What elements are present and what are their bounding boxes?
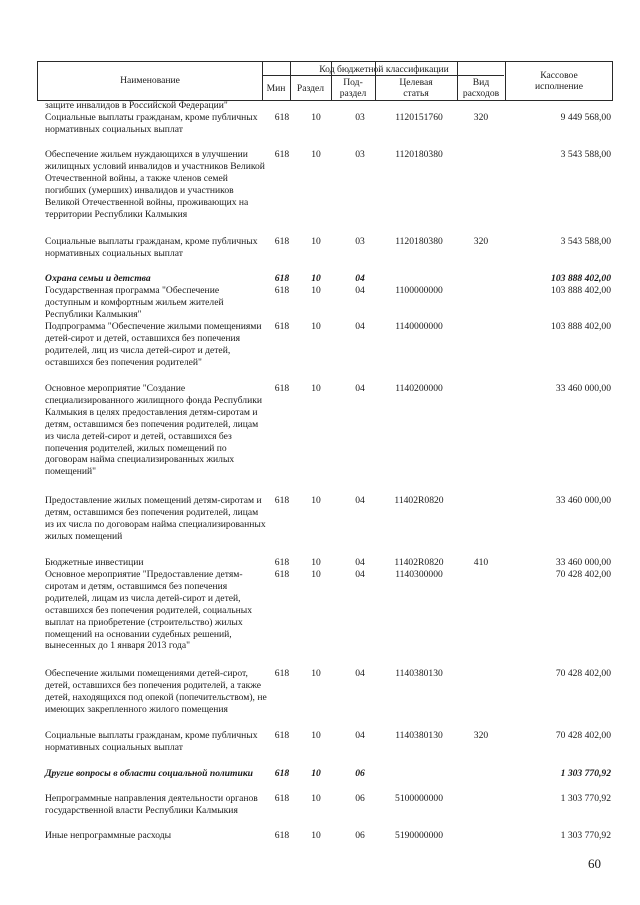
row-name: Основное мероприятие "Предоставление детям-сиротам и детям, оставшимся без попечения родителей, лицам из числа детей-сирот и детей, оставшихся без попечения родителей, социальных выплат на приобретение (строительство) жилых помещений на основании судебных решений, вынесенных до 1 января 2013 года" — [45, 569, 253, 652]
row-sum: 9 449 568,00 — [560, 112, 611, 123]
table-header — [37, 61, 613, 101]
row-celevaya: 1120151760 — [395, 112, 443, 123]
col-header-podrazdel: Под- раздел — [339, 77, 367, 99]
row-celevaya: 1120180380 — [395, 236, 443, 247]
row-name: Другие вопросы в области социальной политики — [45, 768, 254, 779]
row-vid: 320 — [473, 236, 489, 247]
row-celevaya: 1100000000 — [395, 285, 443, 296]
row-sum: 33 460 000,00 — [555, 495, 611, 506]
row-celevaya: 1140000000 — [395, 321, 443, 332]
row-razdel: 10 — [311, 668, 321, 679]
row-sum: 33 460 000,00 — [555, 383, 611, 394]
row-name: Бюджетные инвестиции — [45, 557, 144, 568]
row-sum: 3 543 588,00 — [560, 236, 611, 247]
row-podrazdel: 04 — [355, 321, 365, 332]
row-name: Социальные выплаты гражданам, кроме публичных нормативных социальных выплат — [45, 236, 258, 259]
row-podrazdel: 04 — [355, 730, 365, 741]
row-razdel: 10 — [311, 321, 321, 332]
row-min: 618 — [274, 273, 290, 284]
row-podrazdel: 06 — [355, 830, 365, 841]
row-podrazdel: 04 — [355, 668, 365, 679]
row-podrazdel: 04 — [355, 273, 365, 284]
row-min: 618 — [274, 557, 290, 568]
row-name: Предоставление жилых помещений детям-сиротам и детям, оставшимся без попечения родителей, лицам из их числа по договорам найма специализированных жилых помещений — [45, 495, 266, 542]
row-sum: 1 303 770,92 — [560, 793, 611, 804]
row-vid: 320 — [473, 112, 489, 123]
row-name: Иные непрограммные расходы — [45, 830, 172, 841]
row-podrazdel: 03 — [355, 149, 365, 160]
col-header-name: Наименование — [120, 75, 180, 86]
row-sum: 103 888 402,00 — [551, 273, 611, 284]
page-number: 60 — [588, 856, 601, 871]
row-sum: 1 303 770,92 — [560, 768, 611, 779]
row-min: 618 — [274, 321, 290, 332]
row-celevaya: 11402R0820 — [394, 557, 444, 568]
row-razdel: 10 — [311, 557, 321, 568]
row-razdel: 10 — [311, 569, 321, 580]
row-razdel: 10 — [311, 285, 321, 296]
row-min: 618 — [274, 793, 290, 804]
row-name: Непрограммные направления деятельности органов государственной власти Республики Калмыкия — [45, 793, 258, 816]
col-header-vid: Вид расходов — [462, 77, 500, 99]
row-name: Обеспечение жилыми помещениями детей-сирот, детей, оставшихся без попечения родителей, а также детей, находящихся под опекой (попечительством), не имеющих закрепленного жилого помещения — [45, 668, 267, 715]
row-name: Подпрограмма "Обеспечение жилыми помещениями детей-сирот и детей, оставшихся без попечения родителей, лиц из числа детей-сирот и детей, оставшихся без попечения родителей" — [45, 321, 262, 368]
row-razdel: 10 — [311, 112, 321, 123]
row-podrazdel: 06 — [355, 793, 365, 804]
row-sum: 70 428 402,00 — [555, 668, 611, 679]
row-sum: 70 428 402,00 — [555, 569, 611, 580]
row-min: 618 — [274, 830, 290, 841]
col-header-min: Мин — [266, 83, 286, 94]
row-razdel: 10 — [311, 793, 321, 804]
row-celevaya: 1140300000 — [395, 569, 443, 580]
row-name: Охрана семьи и детства — [45, 273, 151, 284]
row-razdel: 10 — [311, 830, 321, 841]
row-name: Социальные выплаты гражданам, кроме публичных нормативных социальных выплат — [45, 112, 258, 135]
row-vid: 410 — [473, 557, 489, 568]
row-celevaya: 5100000000 — [395, 793, 443, 804]
row-podrazdel: 04 — [355, 383, 365, 394]
row-celevaya: 1120180380 — [395, 149, 443, 160]
row-min: 618 — [274, 730, 290, 741]
row-celevaya: 1140380130 — [395, 730, 443, 741]
row-min: 618 — [274, 668, 290, 679]
row-podrazdel: 04 — [355, 495, 365, 506]
row-min: 618 — [274, 236, 290, 247]
row-razdel: 10 — [311, 273, 321, 284]
row-min: 618 — [274, 383, 290, 394]
row-podrazdel: 06 — [355, 768, 365, 779]
row-celevaya: 1140200000 — [395, 383, 443, 394]
row-razdel: 10 — [311, 383, 321, 394]
row-min: 618 — [274, 495, 290, 506]
row-celevaya: 1140380130 — [395, 668, 443, 679]
row-min: 618 — [274, 768, 290, 779]
col-header-kbk: Код бюджетной классификации — [319, 64, 449, 75]
row-min: 618 — [274, 285, 290, 296]
row-name: Основное мероприятие "Создание специализированного жилищного фонда Республики Калмыкия в целях предоставления детям-сиротам и детям, оставшимся без попечения родителей, лицам из числа детей-сирот и детей, оставшихся без попечения родителей, жилых помещений по договорам найма специализированных жилых помещений" — [45, 383, 263, 478]
row-razdel: 10 — [311, 495, 321, 506]
col-header-razdel: Раздел — [296, 83, 325, 94]
row-podrazdel: 03 — [355, 236, 365, 247]
row-celevaya: 5190000000 — [395, 830, 443, 841]
row-podrazdel: 04 — [355, 557, 365, 568]
row-podrazdel: 04 — [355, 569, 365, 580]
row-sum: 3 543 588,00 — [560, 149, 611, 160]
row-vid: 320 — [473, 730, 489, 741]
row-sum: 33 460 000,00 — [555, 557, 611, 568]
row-razdel: 10 — [311, 149, 321, 160]
row-razdel: 10 — [311, 730, 321, 741]
row-sum: 103 888 402,00 — [551, 285, 611, 296]
row-name: защите инвалидов в Российской Федерации" — [45, 100, 228, 111]
row-name: Государственная программа "Обеспечение доступным и комфортным жильем жителей Республики Калмыкия" — [45, 285, 224, 320]
row-podrazdel: 04 — [355, 285, 365, 296]
row-sum: 70 428 402,00 — [555, 730, 611, 741]
row-sum: 103 888 402,00 — [551, 321, 611, 332]
row-celevaya: 11402R0820 — [394, 495, 444, 506]
row-razdel: 10 — [311, 768, 321, 779]
row-sum: 1 303 770,92 — [560, 830, 611, 841]
row-min: 618 — [274, 112, 290, 123]
row-name: Социальные выплаты гражданам, кроме публичных нормативных социальных выплат — [45, 730, 258, 753]
row-name: Обеспечение жильем нуждающихся в улучшении жилищных условий инвалидов и участников Великой Отечественной войны, а также членов семей погибших (умерших) инвалидов и участников Великой Отечественной войны, проживающих на территории Республики Калмыкия — [45, 149, 265, 220]
row-razdel: 10 — [311, 236, 321, 247]
row-podrazdel: 03 — [355, 112, 365, 123]
col-header-celevaya: Целевая статья — [399, 77, 433, 99]
row-min: 618 — [274, 569, 290, 580]
row-min: 618 — [274, 149, 290, 160]
col-header-kassa: Кассовое исполнение — [535, 70, 583, 92]
